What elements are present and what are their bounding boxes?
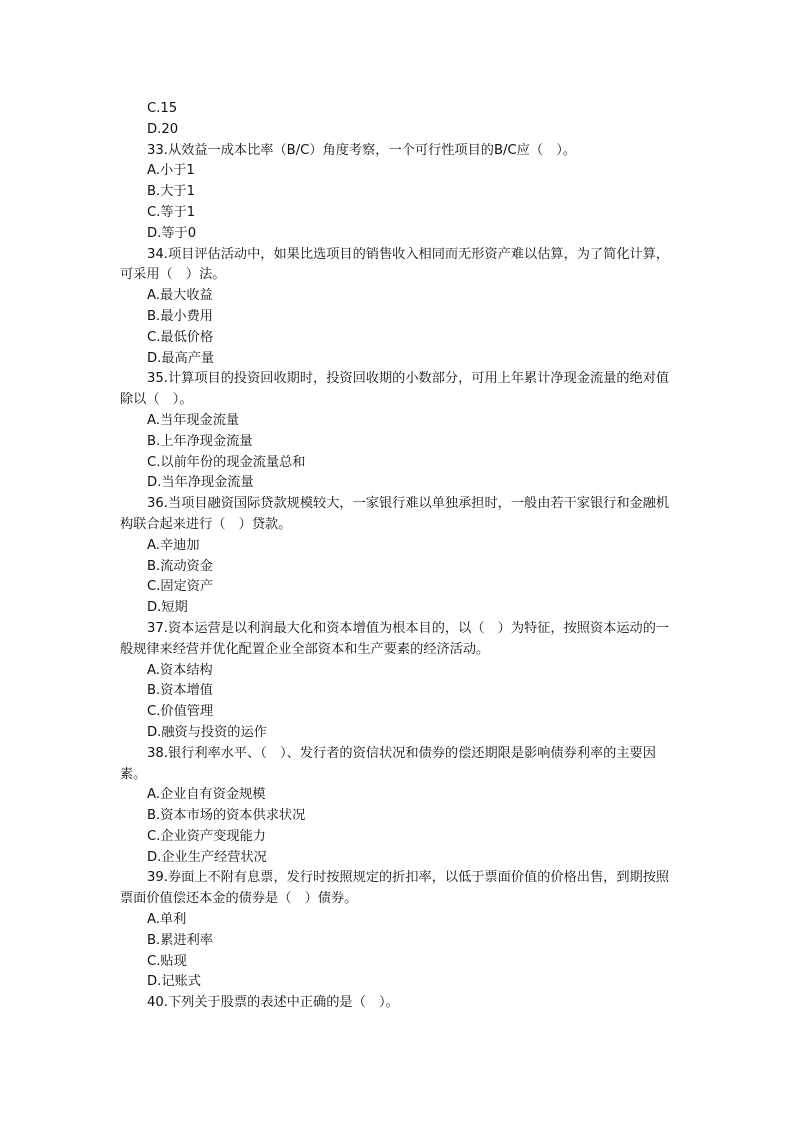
answer-option: C.15 xyxy=(147,101,178,116)
answer-option: D.等于0 xyxy=(147,225,197,241)
answer-option: A.当年现金流量 xyxy=(147,412,240,428)
answer-option: D.融资与投资的运作 xyxy=(147,724,267,740)
exam-questions-text xyxy=(120,99,676,1014)
answer-option: B.流动资金 xyxy=(147,558,213,574)
answer-option: C.等于1 xyxy=(147,204,196,220)
answer-option: B.大于1 xyxy=(147,184,196,200)
question-text: 40.下列关于股票的表述中正确的是（ ）。 xyxy=(147,995,399,1011)
question-text: 36.当项目融资国际贷款规模较大，一家银行难以单独承担时，一般由若干家银行和金融机构联合起来进行（ ）贷款。 xyxy=(120,496,670,532)
answer-option: D.记账式 xyxy=(147,974,201,990)
question-text: 39.券面上不附有息票，发行时按照规定的折扣率，以低于票面价值的价格出售，到期按照票面价值偿还本金的债券是（ ）债券。 xyxy=(120,870,670,907)
answer-option: C.以前年份的现金流量总和 xyxy=(147,454,306,470)
answer-option: C.企业资产变现能力 xyxy=(147,828,266,844)
answer-option: C.固定资产 xyxy=(147,579,214,595)
answer-option: A.资本结构 xyxy=(147,662,213,678)
answer-option: B.最小费用 xyxy=(147,308,213,324)
answer-option: C.价值管理 xyxy=(147,704,214,720)
question-text: 35.计算项目的投资回收期时，投资回收期的小数部分，可用上年累计净现金流量的绝对值除以（ ）。 xyxy=(120,371,670,408)
answer-option: D.当年净现金流量 xyxy=(147,475,254,491)
question-text: 37.资本运营是以利润最大化和资本增值为根本目的，以（ ）为特征，按照资本运动的一般规律来经营并优化配置企业全部资本和生产要素的经济活动。 xyxy=(120,620,670,657)
answer-option: B.累进利率 xyxy=(147,932,213,948)
answer-option: B.资本增值 xyxy=(147,683,213,699)
answer-option: A.最大收益 xyxy=(147,288,213,304)
answer-option: D.最高产量 xyxy=(147,350,215,366)
question-text: 34.项目评估活动中，如果比选项目的销售收入相同而无形资产难以估算，为了简化计算，可采用（ ）法。 xyxy=(120,246,670,283)
answer-option: C.贴现 xyxy=(147,953,187,969)
question-text: 38.银行利率水平、（ ）、发行者的资信状况和债券的偿还期限是影响债券利率的主要因素。 xyxy=(120,745,656,782)
answer-option: B.上年净现金流量 xyxy=(147,433,253,449)
question-text: 33.从效益一成本比率（B/C）角度考察，一个可行性项目的B/C应（ ）。 xyxy=(147,142,577,158)
answer-option: A.单利 xyxy=(147,912,187,928)
answer-option: A.辛迪加 xyxy=(147,537,200,553)
answer-option: C.最低价格 xyxy=(147,329,214,345)
answer-option: A.企业自有资金规模 xyxy=(147,787,266,803)
answer-option: D.短期 xyxy=(147,600,188,616)
answer-option: D.20 xyxy=(147,121,179,137)
answer-option: A.小于1 xyxy=(147,163,195,179)
answer-option: D.企业生产经营状况 xyxy=(147,849,267,865)
answer-option: B.资本市场的资本供求状况 xyxy=(147,808,306,824)
